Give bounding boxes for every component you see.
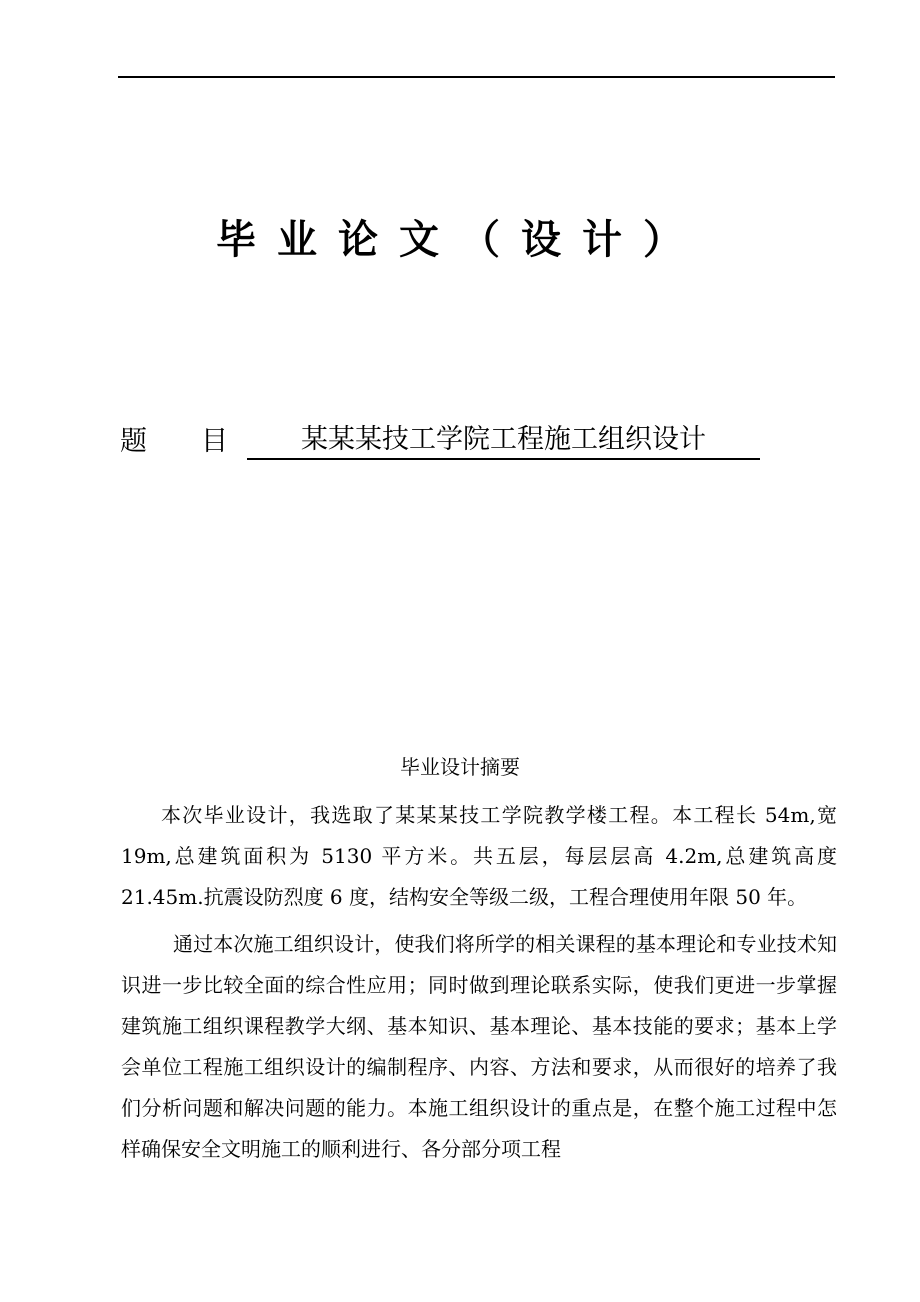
abstract-paragraph: 本次毕业设计，我选取了某某某技工学院教学楼工程。本工程长 54m,宽 19m,总建筑面积为 5130 平方米。共五层，每层层高 4.2m,总建筑高度 21.45m.抗震设防烈度 6 度，结构安全等级二级，工程合理使用年限 50 年。 <box>121 803 837 909</box>
abstract-heading: 毕业设计摘要 <box>400 755 520 779</box>
subject-row <box>120 418 820 466</box>
abstract-paragraph: 通过本次施工组织设计，使我们将所学的相关课程的基本理论和专业技术知识进一步比较全面的综合性应用；同时做到理论联系实际，使我们更进一步掌握建筑施工组织课程教学大纲、基本知识、基本理论、基本技能的要求；基本上学会单位工程施工组织设计的编制程序、内容、方法和要求，从而很好的培养了我们分析问题和解决问题的能力。本施工组织设计的重点是，在整个施工过程中怎样确保安全文明施工的顺利进行、各分部分项工程 <box>121 932 837 1161</box>
document-title: 毕业论文（设计） <box>216 217 704 263</box>
header-rule <box>118 76 835 78</box>
subject-value: 某某某技工学院工程施工组织设计 <box>247 418 760 460</box>
subject-label: 题目 <box>120 426 282 457</box>
abstract-body <box>121 795 837 1170</box>
